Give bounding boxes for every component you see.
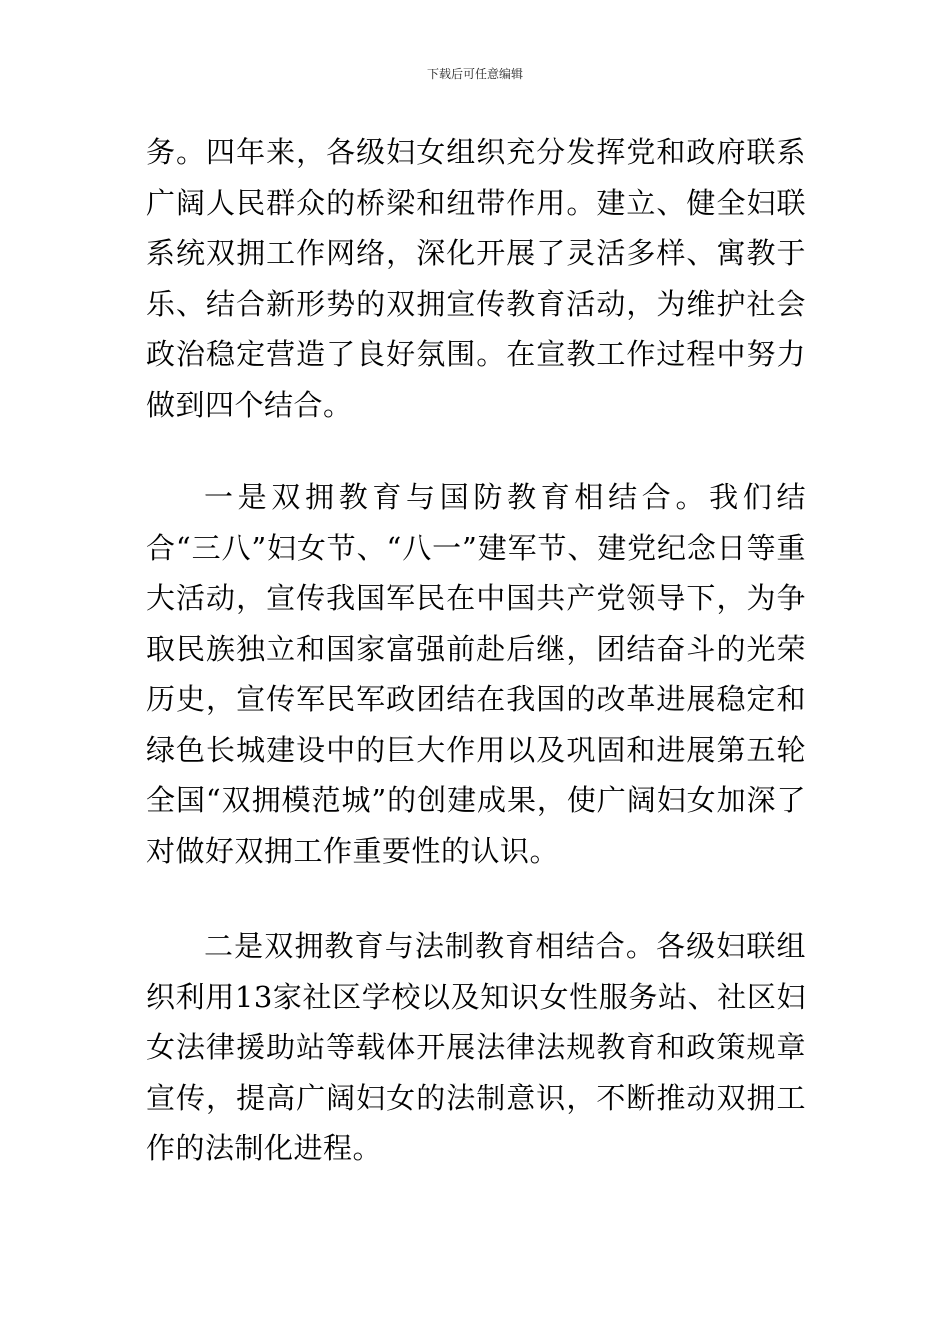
page-header-note: 下载后可任意编辑 [426, 67, 523, 81]
paragraph-continuation: 务。四年来，各级妇女组织充分发挥党和政府联系广阔人民群众的桥梁和纽带作用。建立、健全妇联系统双拥工作网络，深化开展了灵活多样、寓教于乐、结合新形势的双拥宣传教育活动，为维护社会政治稳定营造了良好氛围。在宣教工作过程中努力做到四个结合。 [146, 135, 806, 422]
paragraph-national-defense-education: 一是双拥教育与国防教育相结合。我们结合“三八”妇女节、“八一”建军节、建党纪念日等重大活动，宣传我国军民在中国共产党领导下，为争取民族独立和国家富强前赴后继，团结奋斗的光荣历史，宣传军民军政团结在我国的改革进展稳定和绿色长城建设中的巨大作用以及巩固和进展第五轮全国“双拥模范城”的创建成果，使广阔妇女加深了对做好双拥工作重要性的认识。 [146, 480, 806, 868]
paragraph-legal-education: 二是双拥教育与法制教育相结合。各级妇联组织利用13家社区学校以及知识女性服务站、社区妇女法律援助站等载体开展法律法规教育和政策规章宣传，提高广阔妇女的法制意识，不断推动双拥工作的法制化进程。 [146, 929, 806, 1165]
